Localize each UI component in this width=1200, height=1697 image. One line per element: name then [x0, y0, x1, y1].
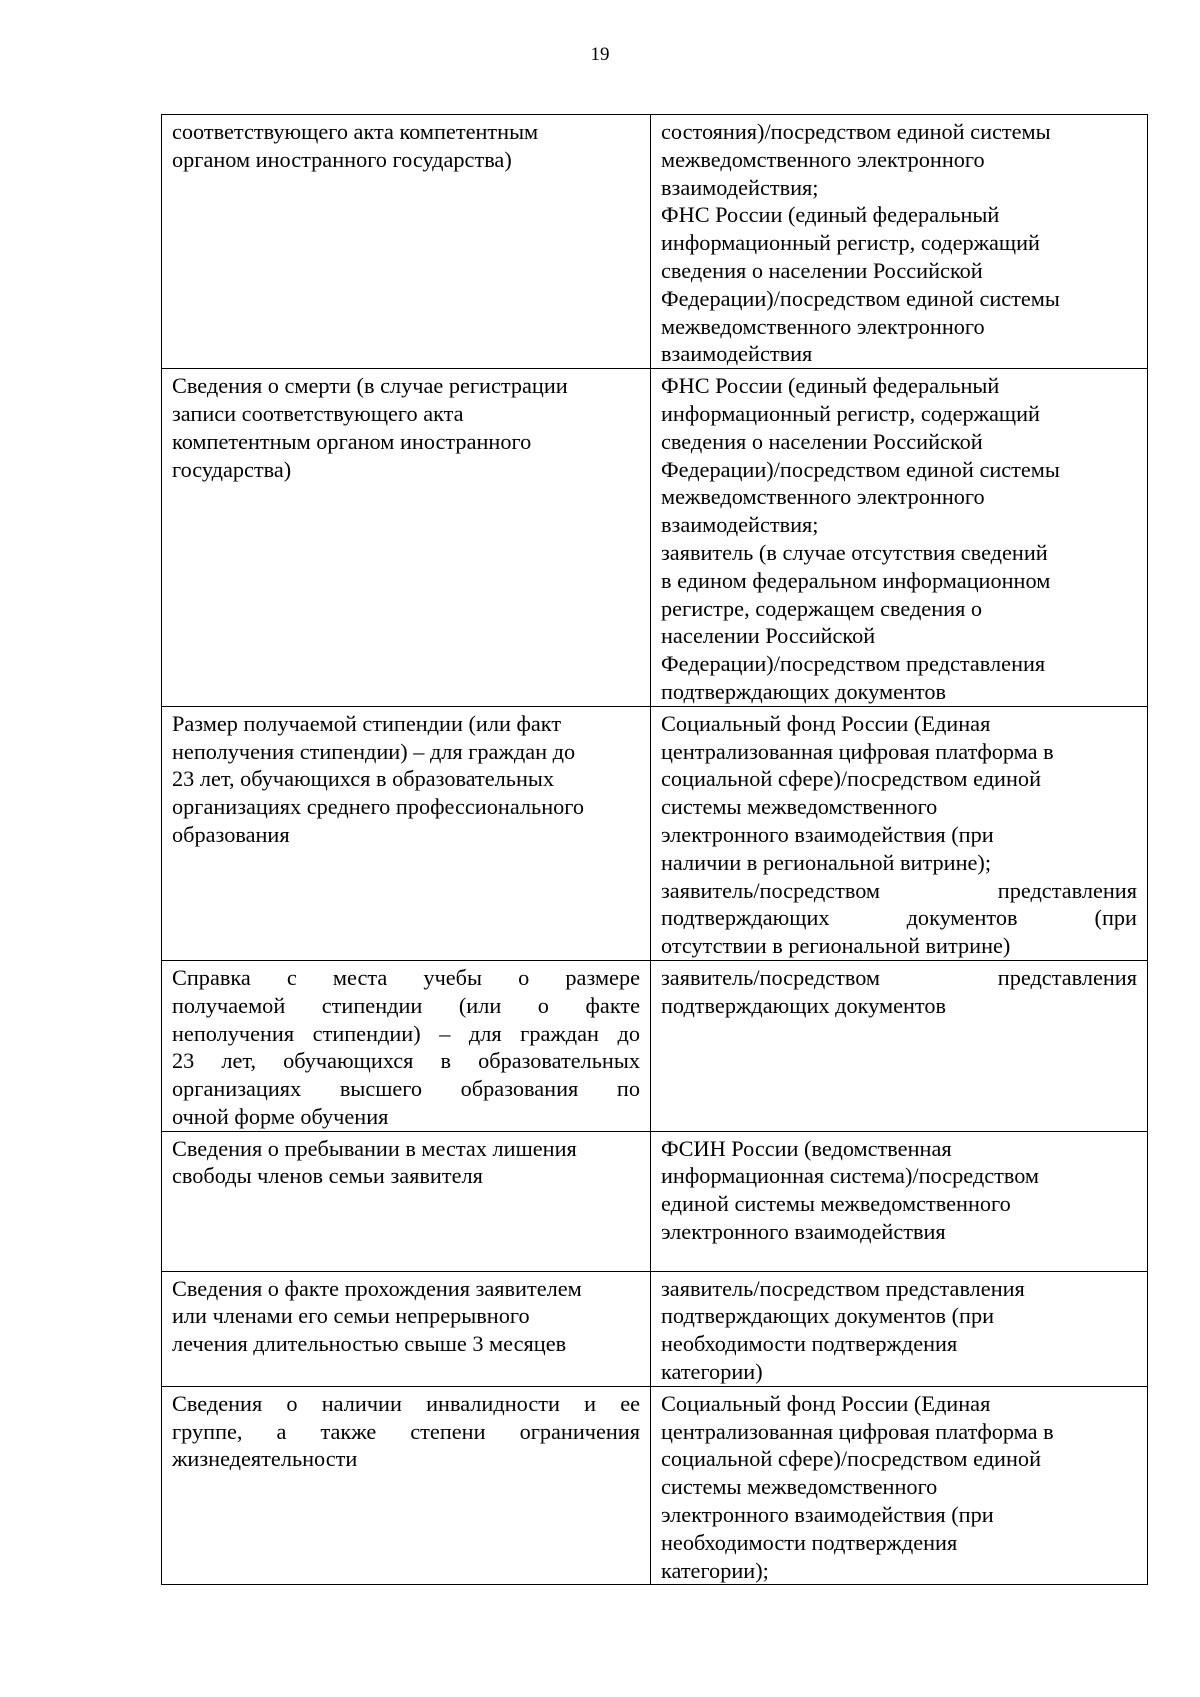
cell-text-line: сведения о населении Российской	[661, 428, 983, 454]
table-row	[162, 706, 1148, 960]
table-row	[162, 960, 1148, 1131]
cell-text-line: отсутствии в региональной витрине)	[661, 933, 1011, 959]
table-row	[162, 1271, 1148, 1386]
document-table	[161, 114, 1148, 1585]
info-source-cell	[651, 1386, 1148, 1585]
cell-text-line: социальной сфере)/посредством единой	[661, 1446, 1042, 1472]
cell-text-line: информационный регистр, содержащий	[661, 230, 1040, 256]
table-row	[162, 1131, 1148, 1271]
info-source-cell	[651, 1271, 1148, 1386]
cell-text-line: регистре, содержащем сведения о	[661, 595, 983, 621]
info-source-cell	[651, 115, 1148, 369]
cell-text-line: категории);	[661, 1557, 769, 1583]
cell-text-line: записи соответствующего акта	[172, 400, 464, 426]
cell-text-line: Федерации)/посредством единой системы	[661, 456, 1060, 482]
cell-text-line: заявитель (в случае отсутствия сведений	[661, 539, 1048, 565]
cell-text-line: ФНС России (единый федеральный	[661, 373, 1000, 399]
cell-text-line: состояния)/посредством единой системы	[661, 119, 1051, 144]
cell-text-line: соответствующего акта компетентным	[172, 119, 539, 144]
cell-text-line: наличии в региональной витрине);	[661, 849, 992, 875]
cell-text-line: взаимодействия	[661, 341, 813, 367]
cell-text-line: сведения о населении Российской	[661, 257, 983, 283]
cell-text-line: подтверждающих документов (при	[661, 1303, 995, 1329]
table-row	[162, 1386, 1148, 1585]
cell-text-line: лечения длительностью свыше 3 месяцев	[172, 1331, 567, 1357]
cell-text-line: неполучения стипендии) – для граждан до	[172, 738, 576, 764]
info-source-cell	[651, 706, 1148, 960]
cell-text-line: или членами его семьи непрерывного	[172, 1303, 530, 1329]
cell-text-line: образования	[172, 821, 290, 847]
cell-text-line: взаимодействия;	[661, 512, 819, 538]
info-source-cell	[651, 369, 1148, 707]
table-row	[162, 369, 1148, 707]
cell-text-line: электронного взаимодействия	[661, 1219, 946, 1245]
cell-text-line: подтверждающих документов	[661, 678, 947, 704]
cell-text-line: жизнедеятельности	[172, 1446, 358, 1472]
cell-text-line: единой системы межведомственного	[661, 1191, 1011, 1217]
info-description-cell	[162, 1386, 651, 1585]
cell-text-line: получаемой стипендии (или о факте	[172, 992, 640, 1018]
table-body	[162, 115, 1148, 1585]
cell-text-line: заявитель/посредством представления	[661, 1275, 1025, 1301]
cell-text-line: государства)	[172, 456, 292, 482]
cell-text-line: необходимости подтверждения	[661, 1529, 958, 1555]
cell-text-line: заявитель/посредством представления	[661, 877, 1137, 903]
cell-text-line: неполучения стипендии) – для граждан до	[172, 1020, 640, 1046]
info-description-cell	[162, 115, 651, 369]
cell-text-line: Сведения о наличии инвалидности и ее	[172, 1390, 640, 1416]
cell-text-line: группе, а также степени ограничения	[172, 1418, 640, 1444]
cell-text-line: компетентным органом иностранного	[172, 428, 532, 454]
cell-text-line: социальной сфере)/посредством единой	[661, 766, 1042, 792]
cell-text-line: информационная система)/посредством	[661, 1163, 1040, 1189]
cell-text-line: 23 лет, обучающихся в образовательных	[172, 1048, 640, 1074]
cell-text-line: подтверждающих документов (при	[661, 905, 1137, 931]
cell-text-line: Сведения о пребывании в местах лишения	[172, 1135, 577, 1161]
cell-text-line: межведомственного электронного	[661, 484, 985, 510]
cell-text-line: организациях высшего образования по	[172, 1076, 640, 1102]
cell-text-line: очной форме обучения	[172, 1103, 389, 1129]
cell-text-line: организациях среднего профессионального	[172, 794, 585, 820]
table-row	[162, 115, 1148, 369]
cell-text-line: централизованная цифровая платформа в	[661, 1418, 1054, 1444]
cell-text-line: в едином федеральном информационном	[661, 567, 1051, 593]
cell-text-line: межведомственного электронного	[661, 313, 985, 339]
cell-text-line: свободы членов семьи заявителя	[172, 1163, 483, 1189]
cell-text-line: электронного взаимодействия (при	[661, 821, 994, 847]
cell-text-line: необходимости подтверждения	[661, 1331, 958, 1357]
cell-text-line: 23 лет, обучающихся в образовательных	[172, 766, 555, 792]
info-description-cell	[162, 369, 651, 707]
cell-text-line: подтверждающих документов	[661, 992, 947, 1018]
cell-text-line: централизованная цифровая платформа в	[661, 738, 1054, 764]
info-description-cell	[162, 960, 651, 1131]
cell-text-line: системы межведомственного	[661, 1474, 938, 1500]
page-number: 19	[590, 44, 610, 65]
cell-text-line: Сведения о факте прохождения заявителем	[172, 1275, 582, 1301]
cell-text-line: Размер получаемой стипендии (или факт	[172, 710, 562, 736]
cell-text-line: органом иностранного государства)	[172, 146, 512, 172]
cell-text-line: ФСИН России (ведомственная	[661, 1135, 952, 1161]
cell-text-line: Федерации)/посредством представления	[661, 651, 1046, 677]
cell-text-line: Сведения о смерти (в случае регистрации	[172, 373, 568, 399]
cell-text-line: информационный регистр, содержащий	[661, 400, 1040, 426]
cell-text-line: заявитель/посредством представления	[661, 964, 1137, 990]
info-description-cell	[162, 706, 651, 960]
info-source-cell	[651, 960, 1148, 1131]
cell-text-line: Федерации)/посредством единой системы	[661, 285, 1060, 311]
cell-text-line: Справка с места учебы о размере	[172, 964, 640, 990]
cell-text-line: Социальный фонд России (Единая	[661, 1390, 991, 1416]
cell-text-line: Социальный фонд России (Единая	[661, 710, 991, 736]
cell-text-line: населении Российской	[661, 623, 876, 649]
cell-text-line: категории)	[661, 1359, 763, 1385]
cell-text-line: межведомственного электронного	[661, 146, 985, 172]
cell-text-line: взаимодействия;	[661, 174, 819, 200]
info-source-cell	[651, 1131, 1148, 1271]
cell-text-line: электронного взаимодействия (при	[661, 1502, 994, 1528]
info-description-cell	[162, 1271, 651, 1386]
cell-text-line: системы межведомственного	[661, 794, 938, 820]
cell-text-line: ФНС России (единый федеральный	[661, 202, 1000, 228]
info-description-cell	[162, 1131, 651, 1271]
